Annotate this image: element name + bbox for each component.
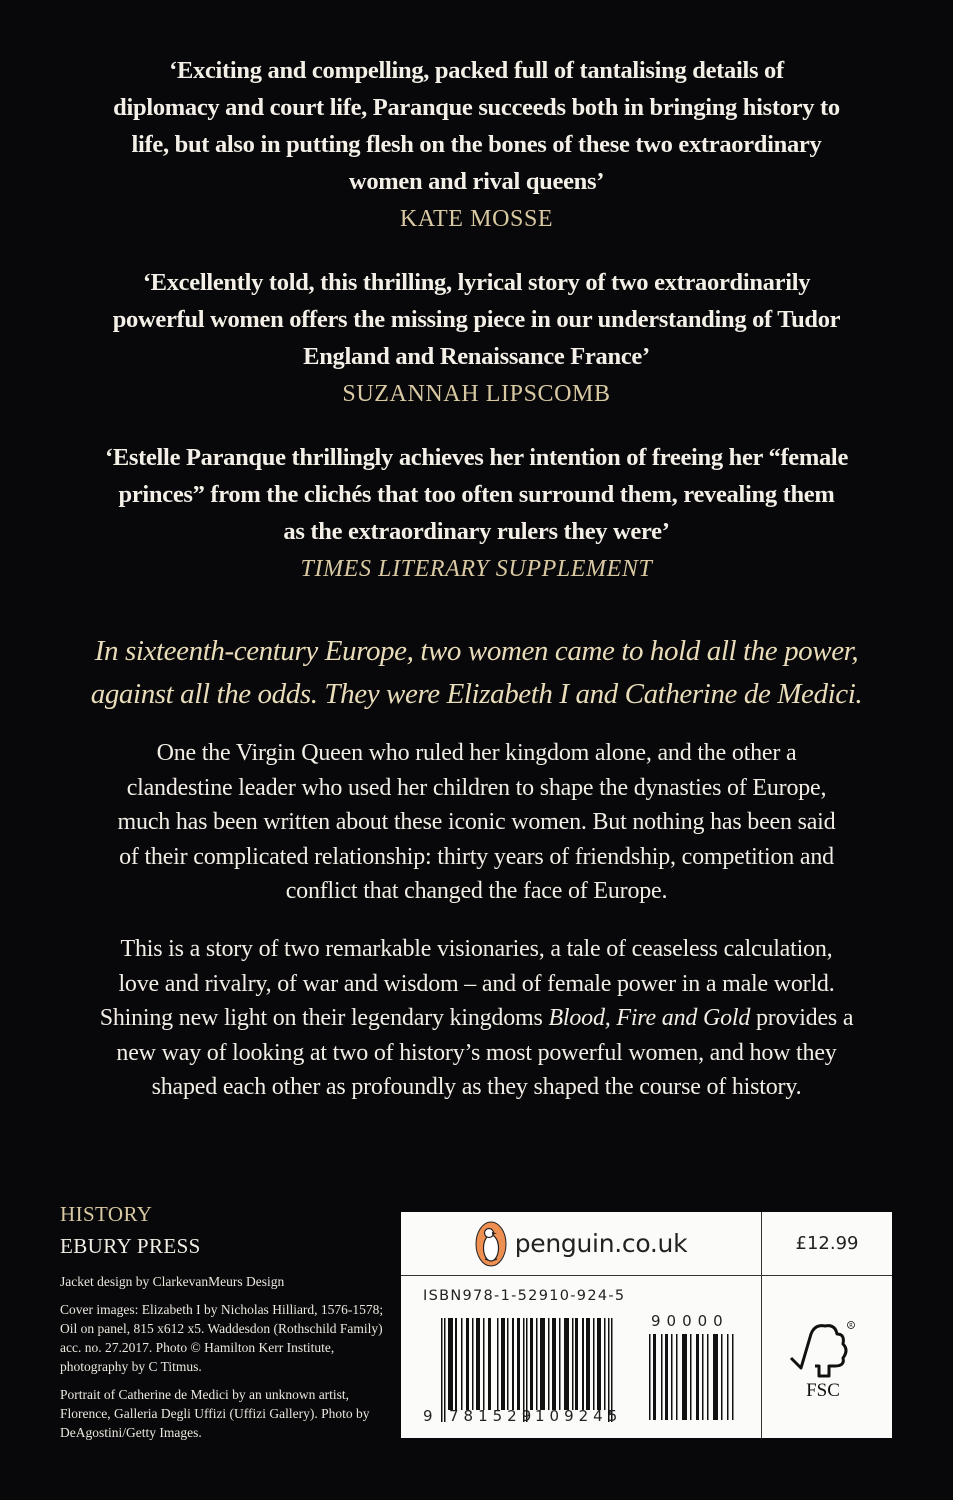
blurb-line: of their complicated relationship: thirty years of friendship, competition and (119, 843, 834, 870)
review-attribution: KATE MOSSE (399, 206, 554, 232)
review-attribution: TIMES LITERARY SUPPLEMENT (300, 556, 653, 582)
blurb-line: much has been written about these iconic women. But nothing has been said (117, 809, 836, 835)
review-attribution: SUZANNAH LIPSCOMB (342, 381, 611, 407)
review-line: princes” from the clichés that too often surround them, revealing them (118, 481, 835, 508)
price-label: £12.99 (795, 1233, 859, 1254)
review-line: diplomacy and court life, Paranque succeeds both in bringing history to (113, 94, 840, 121)
publisher-label: EBURY PRESS (60, 1234, 201, 1258)
blurb-text: Shining new light on their legendary kingdoms (99, 1005, 549, 1031)
jacket-credit: Jacket design by ClarkevanMeurs Design (60, 1274, 285, 1289)
lead-statement (40, 630, 913, 716)
cover-image-credit: Cover images: Elizabeth I by Nicholas Hilliard, 1576-1578; Oil on panel, 815 x612 x5. Waddesdon (Rothschild Family) acc. no. 27.2017. Photo © Hamilton Kerr Institute, photography by C Titmus. (60, 1302, 384, 1374)
divider (401, 1275, 892, 1276)
fsc-logo-icon (789, 1320, 859, 1400)
credits (60, 1200, 390, 1442)
book-title: Blood, Fire and Gold (548, 1005, 751, 1031)
review-line: women and rival queens’ (348, 168, 605, 195)
svg-text:R: R (849, 1323, 853, 1329)
addon-barcode (649, 1334, 741, 1420)
penguin-logo-icon (475, 1221, 507, 1267)
publisher-logo-row (401, 1212, 761, 1275)
isbn-label: ISBN978-1-52910-924-5 (423, 1288, 626, 1304)
review-line: life, but also in putting flesh on the bones of these two extraordinary (131, 131, 822, 158)
blurb-line: new way of looking at two of history’s most powerful women, and how they (116, 1039, 837, 1066)
review-line: England and Renaissance France’ (303, 343, 650, 370)
lead-line: against all the odds. They were Elizabeth I and Catherine de Medici. (90, 678, 863, 710)
blurb-paragraph-1 (50, 736, 903, 909)
blurb-line: shaped each other as profoundly as they shaped the course of history. (151, 1074, 802, 1100)
blurb-line (50, 1001, 903, 1036)
review-kate-mosse (40, 52, 913, 238)
fsc-label: FSC (806, 1380, 840, 1400)
review-suzannah-lipscomb (40, 264, 913, 413)
review-line: as the extraordinary rulers they were’ (283, 518, 670, 545)
ean-first-digit: 9 (423, 1407, 438, 1425)
ean-right-group: 109245 (535, 1407, 623, 1425)
blurb-line: conflict that changed the face of Europe. (285, 878, 668, 904)
blurb-line: clandestine leader who used her children to shape the dynasties of Europe, (126, 774, 827, 801)
blurb-paragraph-2 (50, 932, 903, 1105)
blurb-line: One the Virgin Queen who ruled her kingdom alone, and the other a (156, 740, 797, 766)
review-line: ‘Exciting and compelling, packed full of tantalising details of (169, 57, 784, 84)
ean-left-group: 781529 (449, 1407, 537, 1425)
blurb-text: provides a (750, 1005, 854, 1031)
review-line: powerful women offers the missing piece in our understanding of Tudor (112, 306, 841, 333)
website-label: penguin.co.uk (514, 1229, 688, 1258)
lead-line: In sixteenth-century Europe, two women came to hold all the power, (94, 635, 859, 667)
addon-digits: 90000 (651, 1312, 729, 1330)
review-line: ‘Estelle Paranque thrillingly achieves her intention of freeing her “female (104, 444, 849, 471)
category-label: HISTORY (60, 1202, 153, 1226)
blurb-line: love and rivalry, of war and wisdom – and of female power in a male world. (118, 970, 835, 997)
blurb-line: This is a story of two remarkable visionaries, a tale of ceaseless calculation, (120, 936, 833, 962)
portrait-credit: Portrait of Catherine de Medici by an unknown artist, Florence, Galleria Degli Uffizi (Uffizi Gallery). Photo by DeAgostini/Getty Images. (60, 1387, 370, 1440)
barcode-box (401, 1212, 892, 1438)
review-tls (40, 439, 913, 588)
review-line: ‘Excellently told, this thrilling, lyrical story of two extraordinarily (142, 269, 811, 296)
